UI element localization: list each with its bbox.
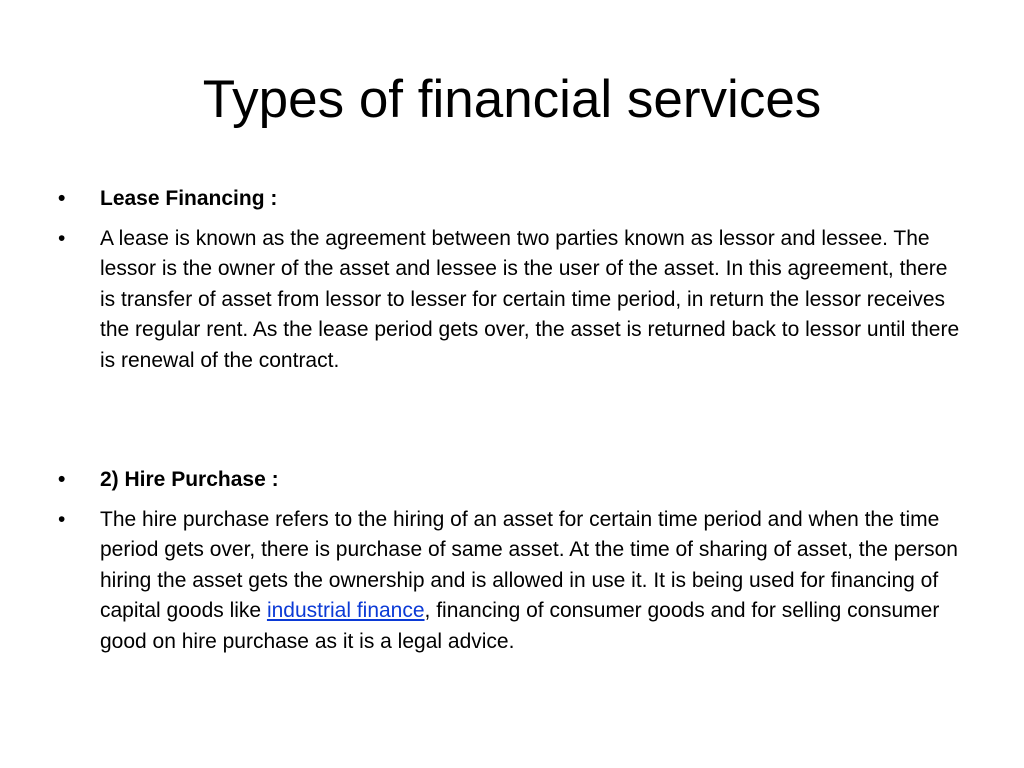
hire-purchase-body-start: The hire purchase refers to the hiring of an asset for certain time period and when the time period gets over, there is purchase of same asset. At the time of sharing of asset, the person hiring the asset gets the ownership and is allowed in use it. It is being used for financing of capital goods like	[100, 507, 958, 622]
lease-financing-body: A lease is known as the agreement between two parties known as lessor and lessee. The lessor is the owner of the asset and lessee is the user of the asset. In this agreement, there is transfer of asset from lessor to lesser for certain time period, in return the lessor receives the regular rent. As the lease period gets over, the asset is returned back to lessor until there is renewal of the contract.	[100, 226, 960, 372]
hire-purchase-heading: 2) Hire Purchase :	[100, 468, 279, 491]
bullet-lease-financing-body	[58, 224, 968, 377]
slide-title: Types of financial services	[202, 70, 822, 129]
bullet-dot: •	[58, 468, 66, 491]
lease-financing-heading: Lease Financing :	[100, 187, 278, 210]
bullet-lease-financing-heading	[58, 184, 968, 215]
hire-purchase-body	[100, 508, 958, 653]
hire-purchase-body-end: , financing of consumer goods and for selling consumer good on hire purchase as it is a legal advice.	[100, 599, 940, 653]
industrial-finance-link[interactable]: industrial finance	[266, 599, 425, 622]
slide-content	[58, 184, 968, 666]
bullet-dot: •	[58, 187, 66, 210]
bullet-hire-purchase-body	[58, 505, 968, 658]
section-gap	[58, 385, 968, 465]
bullet-hire-purchase-heading	[58, 465, 968, 496]
bullet-dot: •	[58, 226, 66, 250]
bullet-dot: •	[58, 507, 66, 531]
